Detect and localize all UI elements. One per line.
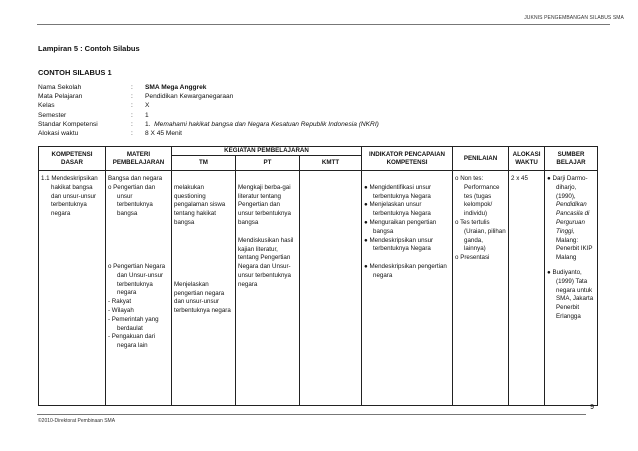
meta-key: Kelas xyxy=(38,102,55,110)
meta-row-time xyxy=(38,129,379,138)
meta-row-competency xyxy=(38,120,379,129)
header-indikator: INDIKATOR PENCAPAIAN KOMPETENSI xyxy=(362,147,453,171)
kompetensi-text: 1.1 Mendeskripsikan hakikat bangsa dan unsur-unsur terbentuknya negara xyxy=(41,175,98,218)
pt-activity-2: Mendiskusikan hasil kajian literatur, tentang Pengertian Negara dan Unsur-unsur terbentuknya negara xyxy=(238,236,294,288)
list-item: - Pemerintah yang berdaulat xyxy=(108,315,159,332)
appendix-title: Lampiran 5 : Contoh Silabus xyxy=(38,44,140,53)
competency-text: Memahami hakikat bangsa dan Negara Kesatuan Republik Indonesia (NKRI) xyxy=(154,120,379,128)
sumber-1-publisher: , Malang: Penerbit IKIP Malang xyxy=(556,227,593,262)
meta-colon: : xyxy=(131,111,133,119)
meta-value xyxy=(145,120,379,129)
table-row xyxy=(39,171,598,406)
meta-row-subject xyxy=(38,92,379,101)
cell-indikator xyxy=(362,171,453,406)
meta-row-class xyxy=(38,101,379,110)
meta-colon: : xyxy=(131,84,133,91)
cell-penilaian xyxy=(453,171,509,406)
cell-alokasi xyxy=(509,171,545,406)
meta-row-school xyxy=(38,83,379,92)
list-item: o Presentasi xyxy=(455,254,490,262)
list-item: ● Menguraikan pengertian bangsa xyxy=(364,218,437,235)
list-item: ● Mengidentifikasi unsur terbentuknya Negara xyxy=(364,183,432,200)
header-tm: TM xyxy=(172,156,236,171)
list-item: o Pengertian dan unsur terbentuknya bangsa xyxy=(108,183,156,218)
meta-key: Semester xyxy=(38,111,67,119)
header-penilaian: PENILAIAN xyxy=(453,147,509,171)
list-item: o Pengertian Negara dan Unsur-unsur terbentuknya negara xyxy=(108,262,166,297)
list-item: - Rakyat xyxy=(108,298,132,306)
alokasi-text: 2 x 45 xyxy=(511,175,528,182)
sumber-1-author: ● Darji Darmo-diharjo, (1990), xyxy=(547,175,588,200)
list-item: ● Mendeskripsikan unsur terbentuknya Negara xyxy=(364,236,434,253)
header-sumber: SUMBER BELAJAR xyxy=(545,147,598,171)
sumber-1-title: Pendidikan Pancasila di Perguruan Tinggi xyxy=(556,201,590,235)
meta-colon: : xyxy=(131,129,133,137)
meta-key: Mata Pelajaran xyxy=(38,93,83,101)
header-materi: MATERI PEMBELAJARAN xyxy=(106,147,172,171)
list-item: o Tes tertulis (Uraian, pilihan ganda, lainnya) xyxy=(455,218,506,253)
syllabus-subtitle: CONTOH SILABUS 1 xyxy=(38,68,112,77)
header-divider xyxy=(37,24,610,25)
list-item xyxy=(547,175,595,263)
header-kmtt: KMTT xyxy=(300,156,362,171)
tm-activity-2: Menjelaskan pengertian negara dan unsur-unsur terbentuknya negara xyxy=(174,280,231,315)
list-item: ● Menjelaskan unsur terbentuknya Negara xyxy=(364,201,431,218)
materi-intro: Bangsa dan negara xyxy=(108,175,163,182)
meta-value: 1 xyxy=(145,111,149,119)
running-header: JUKNIS PENGEMBANGAN SILABUS SMA xyxy=(524,15,624,21)
meta-colon: : xyxy=(131,120,133,128)
header-kompetensi: KOMPETENSI DASAR xyxy=(39,147,106,171)
meta-key: Standar Kompetensi xyxy=(38,120,98,128)
meta-colon: : xyxy=(131,102,133,110)
list-item: - Pengakuan dari negara lain xyxy=(108,333,156,350)
cell-sumber xyxy=(545,171,598,406)
meta-colon: : xyxy=(131,93,133,101)
meta-row-semester xyxy=(38,111,379,120)
header-kegiatan: KEGIATAN PEMBELAJARAN xyxy=(172,147,362,156)
list-item: - Wilayah xyxy=(108,306,134,314)
cell-kompetensi xyxy=(39,171,106,406)
cell-pt xyxy=(236,171,300,406)
meta-value: Pendidikan Kewarganegaraan xyxy=(145,93,234,101)
list-item: o Non tes: Performance tes (tugas kelompok/ individu) xyxy=(455,175,500,218)
footer-copyright: ©2010-Direktorat Pembinaan SMA xyxy=(38,418,116,424)
header-pt: PT xyxy=(236,156,300,171)
meta-key: Nama Sekolah xyxy=(38,84,82,91)
cell-tm xyxy=(172,171,236,406)
tm-activity-1: melakukan questioning pengalaman siswa tentang hakikat bangsa xyxy=(174,183,226,226)
list-item: ● Mendeskripsikan pengertian negara xyxy=(364,262,447,279)
meta-value: SMA Mega Anggrek xyxy=(145,84,207,91)
cell-materi xyxy=(106,171,172,406)
meta-value: 8 X 45 Menit xyxy=(145,129,183,137)
meta-key: Alokasi waktu xyxy=(38,129,79,137)
competency-number: 1. xyxy=(145,120,151,128)
list-item: ● Budiyanto, (1999) Tata negara untuk SMA, Jakarta Penerbit Erlangga xyxy=(547,268,594,320)
page-number: 9 xyxy=(590,404,594,411)
header-alokasi: ALOKASI WAKTU xyxy=(509,147,545,171)
syllabus-meta xyxy=(38,83,379,138)
syllabus-table xyxy=(38,146,598,406)
cell-kmtt xyxy=(300,171,362,406)
meta-value: X xyxy=(145,102,150,110)
pt-activity-1: Mengkaji berba-gai literatur tentang Pengertian dan unsur terbentuknya bangsa xyxy=(238,183,291,226)
footer-divider xyxy=(37,414,586,415)
